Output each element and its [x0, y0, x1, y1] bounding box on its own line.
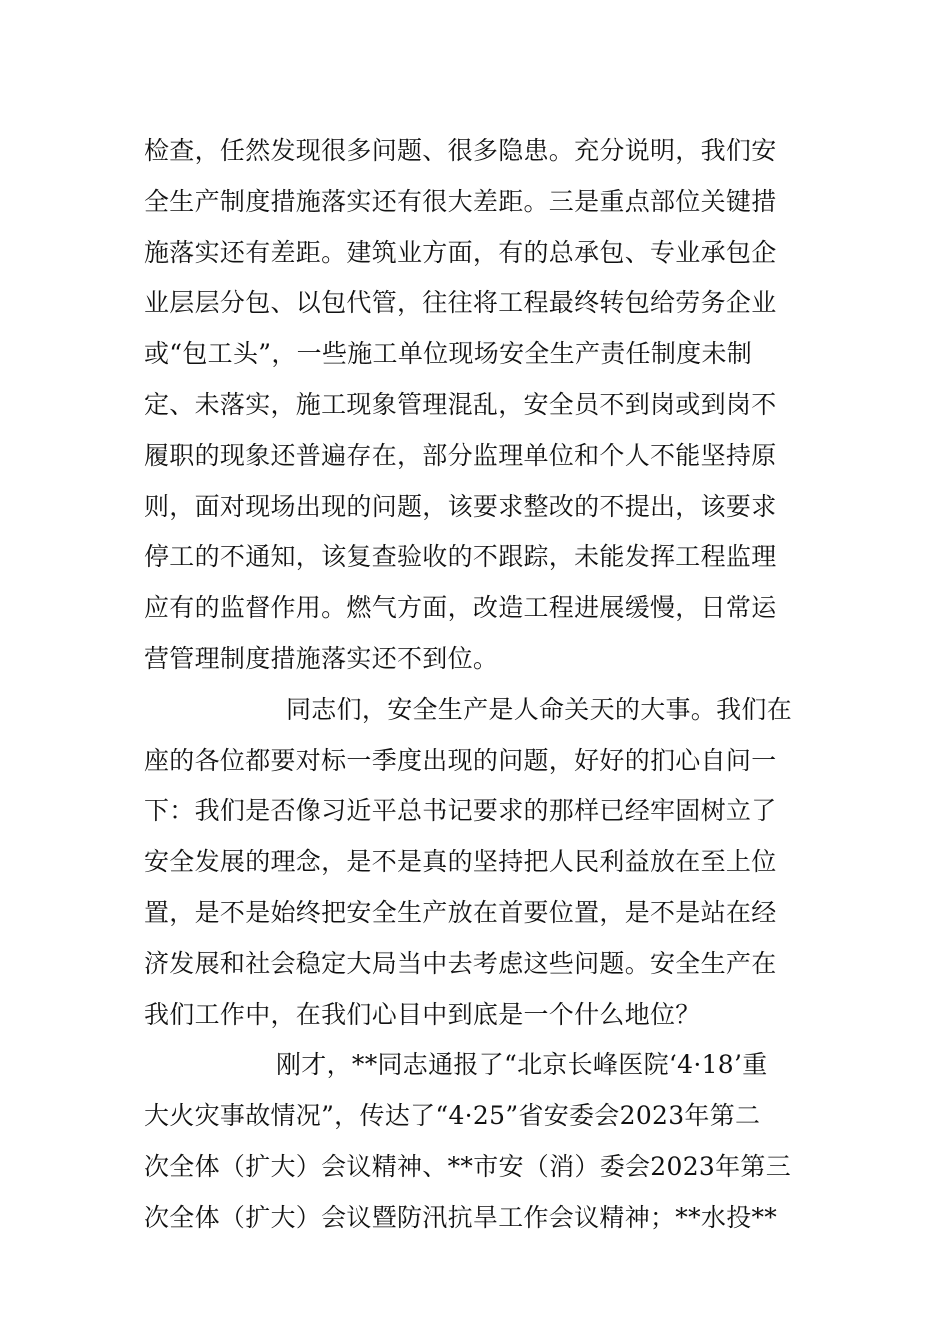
paragraph-2 [144, 685, 824, 1041]
text-line: 检查，任然发现很多问题、很多隐患。充分说明，我们安 [144, 136, 777, 165]
text-line: 或“包工头”，一些施工单位现场安全生产责任制度未制 [144, 339, 753, 369]
text-line: 次全体（扩大）会议暨防汛抗旱工作会议精神；**水投** [144, 1202, 778, 1232]
text-line: 大火灾事故情况”，传达了“4·25”省安委会2023年第二 [144, 1101, 761, 1131]
paragraph-3 [144, 1040, 824, 1243]
text-line: 施落实还有差距。建筑业方面，有的总承包、专业承包企 [144, 237, 777, 267]
text-line: 停工的不通知，该复查验收的不跟踪，未能发挥工程监理 [144, 542, 777, 572]
text-line-indented: 同志们，安全生产是人命关天的大事。我们在 [286, 694, 793, 724]
text-line: 我们工作中，在我们心目中到底是一个什么地位？ [144, 999, 701, 1029]
text-line: 济发展和社会稳定大局当中去考虑这些问题。安全生产在 [144, 948, 777, 978]
text-line-indented: 刚才，**同志通报了“北京长峰医院‘4·18’重 [276, 1050, 768, 1080]
text-line: 全生产制度措施落实还有很大差距。三是重点部位关键措 [144, 186, 777, 216]
text-line: 座的各位都要对标一季度出现的问题，好好的扪心自问一 [144, 745, 777, 775]
text-line: 应有的监督作用。燃气方面，改造工程进展缓慢，日常运 [144, 593, 777, 623]
text-line: 下：我们是否像习近平总书记要求的那样已经牢固树立了 [144, 796, 777, 826]
text-line: 则，面对现场出现的问题，该要求整改的不提出，该要求 [144, 491, 777, 521]
text-line: 定、未落实，施工现象管理混乱，安全员不到岗或到岗不 [144, 389, 777, 419]
text-line: 安全发展的理念，是不是真的坚持把人民利益放在至上位 [144, 847, 777, 877]
text-line: 业层层分包、以包代管，往往将工程最终转包给劳务企业 [144, 288, 777, 318]
body-text [144, 126, 824, 1244]
paragraph-1 [144, 126, 824, 685]
text-line: 次全体（扩大）会议精神、**市安（消）委会2023年第三 [144, 1151, 792, 1181]
text-line: 置，是不是始终把安全生产放在首要位置，是不是站在经 [144, 897, 777, 927]
text-line: 履职的现象还普遍存在，部分监理单位和个人不能坚持原 [144, 440, 777, 470]
text-line: 营管理制度措施落实还不到位。 [144, 643, 499, 673]
